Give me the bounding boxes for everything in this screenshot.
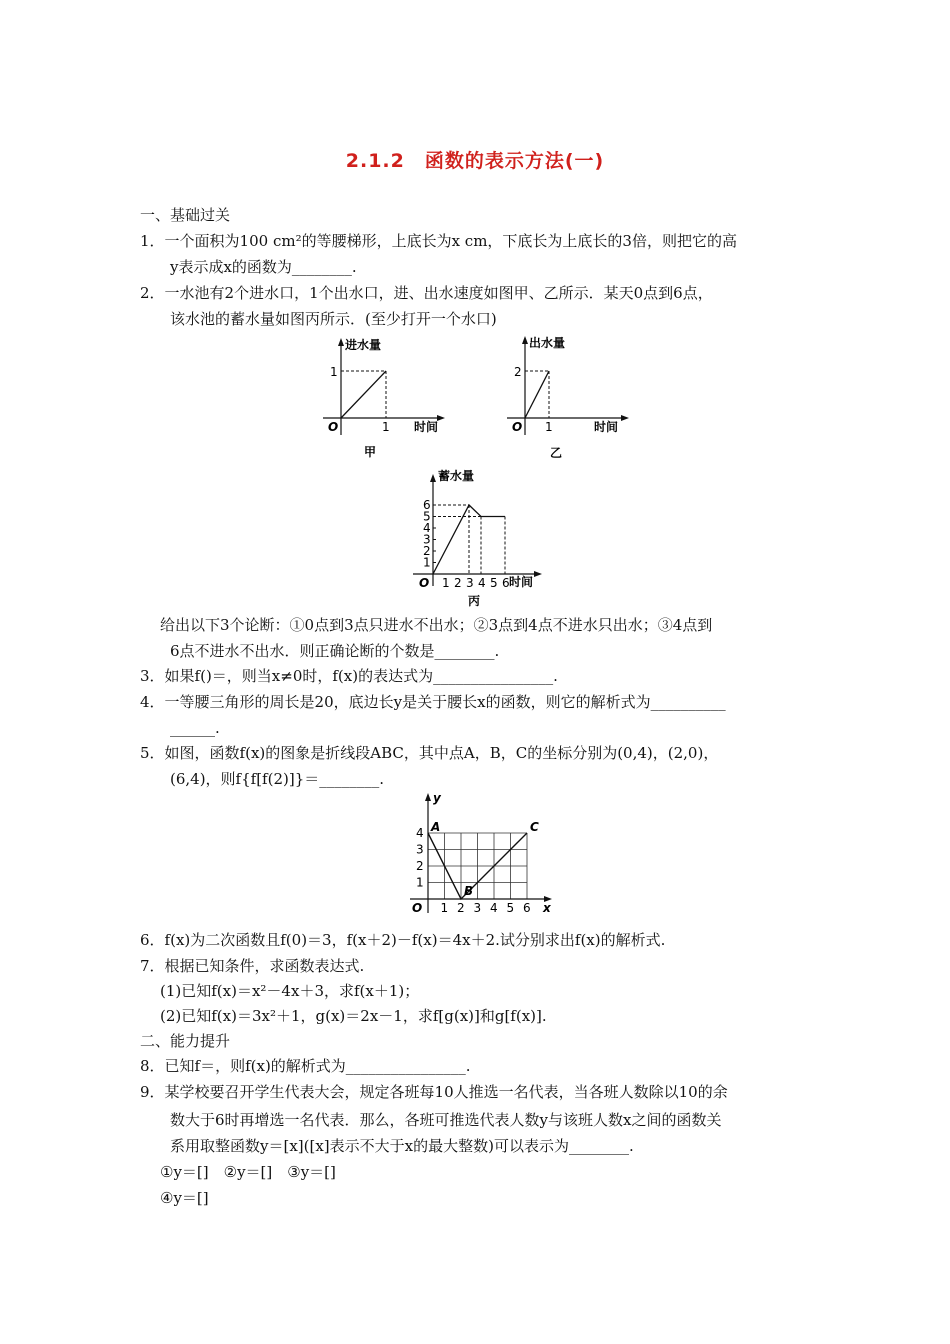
bing-marks xyxy=(423,498,510,590)
bing-ytick-label: 5 xyxy=(423,509,431,524)
abc-xtick-label: 6 xyxy=(523,901,531,915)
abc-grid xyxy=(428,833,527,899)
question-9-options-1: ①y＝[] ②y＝[] ③y＝[] xyxy=(160,1163,336,1181)
figure-jia xyxy=(318,335,448,460)
question-5-line-2: (6,4)，则f{f[f(2)]}＝________. xyxy=(170,770,385,788)
question-2-line-1: 2．一水池有2个进水口，1个出水口，进、出水速度如图甲、乙所示．某天0点到6点， xyxy=(140,284,713,302)
bing-ytick-label: 2 xyxy=(423,544,431,558)
page-title: 2.1.2 函数的表示方法(一) xyxy=(345,150,605,172)
figure-yi xyxy=(502,333,632,460)
question-2-line-2: 该水池的蓄水量如图丙所示．(至少打开一个水口) xyxy=(170,310,497,328)
bing-xtick-label: 4 xyxy=(478,576,486,590)
bing-xtick-label: 5 xyxy=(490,576,498,590)
question-9-line-1: 9．某学校要召开学生代表大会，规定各班每10人推选一名代表，当各班人数除以10的余 xyxy=(140,1083,728,1101)
bing-ytick-label: 1 xyxy=(423,555,431,570)
abc-ytick-label: 2 xyxy=(416,859,424,873)
question-8: 8．已知f＝，则f(x)的解析式为________________. xyxy=(140,1057,471,1075)
abc-xtick-label: 5 xyxy=(506,901,515,915)
abc-ytick-label: 4 xyxy=(416,826,424,840)
yi-xtick: 1 xyxy=(545,420,553,434)
question-2-after-line-1: 给出以下3个论断：①0点到3点只进水不出水；②3点到4点不进水只出水；③4点到 xyxy=(160,616,713,634)
bing-caption: 丙 xyxy=(468,594,481,608)
bing-xtick-label: 2 xyxy=(454,576,462,590)
section-heading-advanced: 二、能力提升 xyxy=(140,1032,231,1050)
question-1-line-2: y表示成x的函数为________. xyxy=(170,258,357,276)
bing-xlabel: 时间 xyxy=(509,575,534,589)
abc-xtick-label: 4 xyxy=(490,901,498,915)
abc-xtick-label: 1 xyxy=(440,901,449,915)
bing-xtick-label: 6 xyxy=(502,576,510,590)
figure-bing xyxy=(408,468,548,608)
bing-ytick-label: 4 xyxy=(423,521,431,535)
jia-xtick: 1 xyxy=(382,420,390,434)
section-heading-basic: 一、基础过关 xyxy=(140,206,231,224)
bing-ytick-label: 3 xyxy=(423,532,431,547)
jia-ylabel: 进水量 xyxy=(345,338,382,352)
question-9-line-3: 系用取整函数y＝[x]([x]表示不大于x的最大整数)可以表示为________. xyxy=(170,1137,634,1155)
bing-xtick-label: 3 xyxy=(466,576,474,590)
question-7-line-2: (1)已知f(x)＝x²－4x＋3，求f(x＋1)； xyxy=(160,982,420,1000)
abc-point-label: A xyxy=(431,820,441,834)
question-7-line-1: 7．根据已知条件，求函数表达式. xyxy=(140,957,365,975)
abc-origin: O xyxy=(412,901,423,915)
abc-xtick-label: 2 xyxy=(457,901,465,915)
bing-ylabel: 蓄水量 xyxy=(438,469,475,483)
question-4-line-2: ______. xyxy=(170,719,220,737)
abc-xtick-label: 3 xyxy=(473,901,482,915)
figure-abc xyxy=(400,788,560,923)
abc-point-label: B xyxy=(464,884,474,898)
jia-line xyxy=(341,371,386,418)
question-9-options-2: ④y＝[] xyxy=(160,1189,209,1207)
jia-origin: O xyxy=(328,420,339,434)
bing-ytick-label: 6 xyxy=(423,498,431,512)
jia-xlabel: 时间 xyxy=(414,420,439,434)
bing-xtick-label: 1 xyxy=(442,576,450,590)
abc-point-label: C xyxy=(530,820,539,834)
question-5-line-1: 5．如图，函数f(x)的图象是折线段ABC，其中点A，B，C的坐标分别为(0,4)，(2,0)， xyxy=(140,744,719,762)
yi-xlabel: 时间 xyxy=(594,420,619,434)
yi-ylabel: 出水量 xyxy=(529,336,566,350)
abc-ytick-label: 3 xyxy=(416,842,424,857)
abc-ylabel: y xyxy=(433,791,441,805)
yi-origin: O xyxy=(512,420,523,434)
yi-line xyxy=(525,371,549,418)
question-1-line-1: 1．一个面积为100 cm²的等腰梯形，上底长为x cm，下底长为上底长的3倍，则把它的高 xyxy=(140,232,737,250)
question-2-after-line-2: 6点不进水不出水．则正确论断的个数是________. xyxy=(170,642,500,660)
abc-ytick-label: 1 xyxy=(416,875,424,890)
question-4-line-1: 4．一等腰三角形的周长是20，底边长y是关于腰长x的函数，则它的解析式为__________ xyxy=(140,693,726,711)
abc-xlabel: x xyxy=(543,901,551,915)
jia-caption: 甲 xyxy=(364,445,377,459)
question-6: 6．f(x)为二次函数且f(0)＝3，f(x＋2)－f(x)＝4x＋2.试分别求出f(x)的解析式. xyxy=(140,931,666,949)
yi-caption: 乙 xyxy=(550,446,563,460)
question-9-line-2: 数大于6时再增选一名代表．那么，各班可推选代表人数y与该班人数x之间的函数关 xyxy=(170,1111,722,1129)
yi-ytick: 2 xyxy=(514,365,522,379)
question-3: 3．如果f()＝，则当x≠0时，f(x)的表达式为________________. xyxy=(140,667,558,685)
bing-origin: O xyxy=(419,576,430,590)
question-7-line-3: (2)已知f(x)＝3x²＋1，g(x)＝2x－1，求f[g(x)]和g[f(x)]. xyxy=(160,1007,547,1025)
jia-ytick: 1 xyxy=(330,365,338,379)
